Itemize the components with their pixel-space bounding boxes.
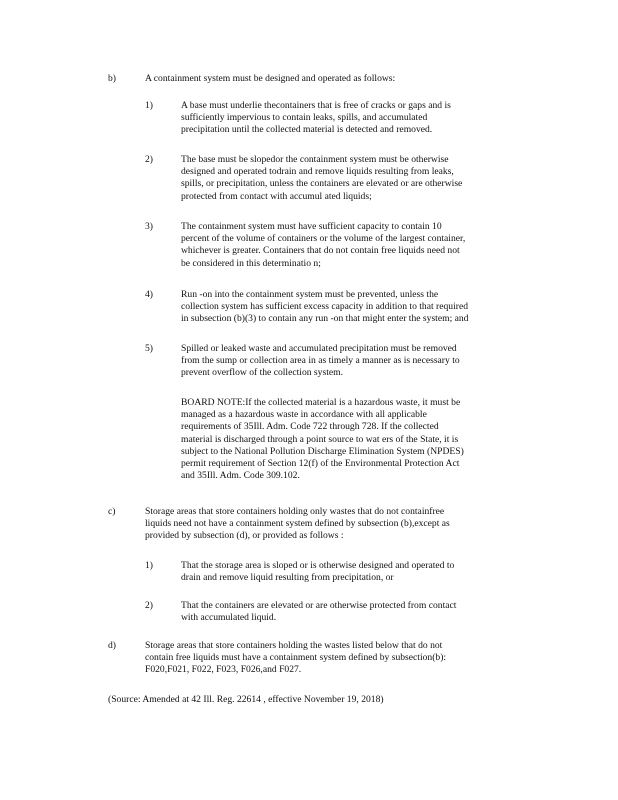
source-citation	[108, 694, 508, 706]
text-line: material is discharged through a point source to wat ers of the State, it is	[181, 433, 459, 445]
text-line: whichever is greater. Containers that do not contain free liquids need not	[181, 245, 460, 257]
text-line: requirements of 35Ill. Adm. Code 722 through 728. If the collected	[181, 421, 439, 433]
item-b5-label: 5)	[145, 343, 153, 354]
text-line: spills, or precipitation, unless the containers are elevated or are otherwise	[181, 178, 463, 190]
text-line: That the storage area is sloped or is otherwise designed and operated to	[181, 560, 455, 571]
section-c-label: c)	[108, 506, 116, 517]
text-line: protected from contact with accumul ated liquids;	[181, 190, 372, 202]
item-c1-label: 1)	[145, 560, 153, 571]
text-line: (Source: Amended at 42 Ill. Reg. 22614 , effective November 19, 2018)	[108, 694, 384, 705]
text-line: BOARD NOTE:If the collected material is a hazardous waste, it must be	[181, 397, 461, 408]
text-line: A base must underlie thecontainers that is free of cracks or gaps and is	[181, 100, 451, 111]
item-b3-label: 3)	[145, 221, 153, 232]
item-b2-label: 2)	[145, 154, 153, 165]
item-c1-text	[181, 560, 533, 584]
item-b4-label: 4)	[145, 289, 153, 300]
text-line: provided by subsection (d), or provided as follows :	[145, 530, 344, 542]
text-line: and 35Ill. Adm. Code 309.102.	[181, 470, 300, 482]
item-b4-text	[181, 289, 533, 326]
text-line: The base must be slopedor the containment system must be otherwise	[181, 154, 449, 165]
text-line: The containment system must have sufficient capacity to contain 10	[181, 221, 442, 232]
item-c2-text	[181, 600, 533, 624]
text-line: be considered in this determinatio n;	[181, 257, 321, 269]
text-line: contain free liquids must have a containment system defined by subsection(b):	[145, 652, 447, 664]
text-line: Run -on into the containment system must be prevented, unless the	[181, 289, 439, 300]
section-b-label: b)	[108, 73, 116, 84]
text-line: prevent overflow of the collection system.	[181, 367, 343, 379]
item-b5-text	[181, 343, 533, 380]
text-line: from the sump or collection area in as timely a manner as is necessary to	[181, 355, 460, 367]
text-line: designed and operated todrain and remove liquids resulting from leaks,	[181, 166, 454, 178]
text-line: drain and remove liquid resulting from precipitation, or	[181, 572, 394, 584]
text-line: managed as a hazardous waste in accordance with all applicable	[181, 409, 427, 421]
text-line: collection system has sufficient excess capacity in addition to that required	[181, 301, 469, 313]
text-line: in subsection (b)(3) to contain any run -on that might enter the system; and	[181, 313, 469, 325]
item-c2-label: 2)	[145, 600, 153, 611]
section-c-text	[145, 506, 530, 543]
text-line: sufficiently impervious to contain leaks, spills, and accumulated	[181, 112, 428, 124]
text-line: permit requirement of Section 12(f) of the Environmental Protection Act	[181, 458, 460, 470]
item-b1-text	[181, 100, 533, 137]
text-line: subject to the National Pollution Discharge Elimination System (NPDES)	[181, 445, 464, 457]
text-line: Spilled or leaked waste and accumulated precipitation must be removed	[181, 343, 457, 354]
section-b-intro	[145, 73, 525, 85]
item-b1-label: 1)	[145, 100, 153, 111]
item-b2-text	[181, 154, 533, 203]
text-line: with accumulated liquid.	[181, 612, 277, 624]
text-line: precipitation until the collected material is detected and removed.	[181, 124, 433, 136]
item-b3-text	[181, 221, 533, 270]
text-line: A containment system must be designed and operated as follows:	[145, 73, 396, 84]
text-line: F020,F021, F022, F023, F026,and F027.	[145, 664, 302, 676]
text-line: That the containers are elevated or are otherwise protected from contact	[181, 600, 457, 611]
section-d-text	[145, 640, 530, 677]
text-line: Storage areas that store containers holding the wastes listed below that do not	[145, 640, 443, 651]
text-line: liquids need not have a containment system defined by subsection (b),except as	[145, 518, 450, 530]
text-line: percent of the volume of containers or the volume of the largest container,	[181, 233, 466, 245]
board-note	[181, 397, 533, 482]
text-line: Storage areas that store containers holding only wastes that do not containfree	[145, 506, 445, 517]
section-d-label: d)	[108, 640, 116, 651]
